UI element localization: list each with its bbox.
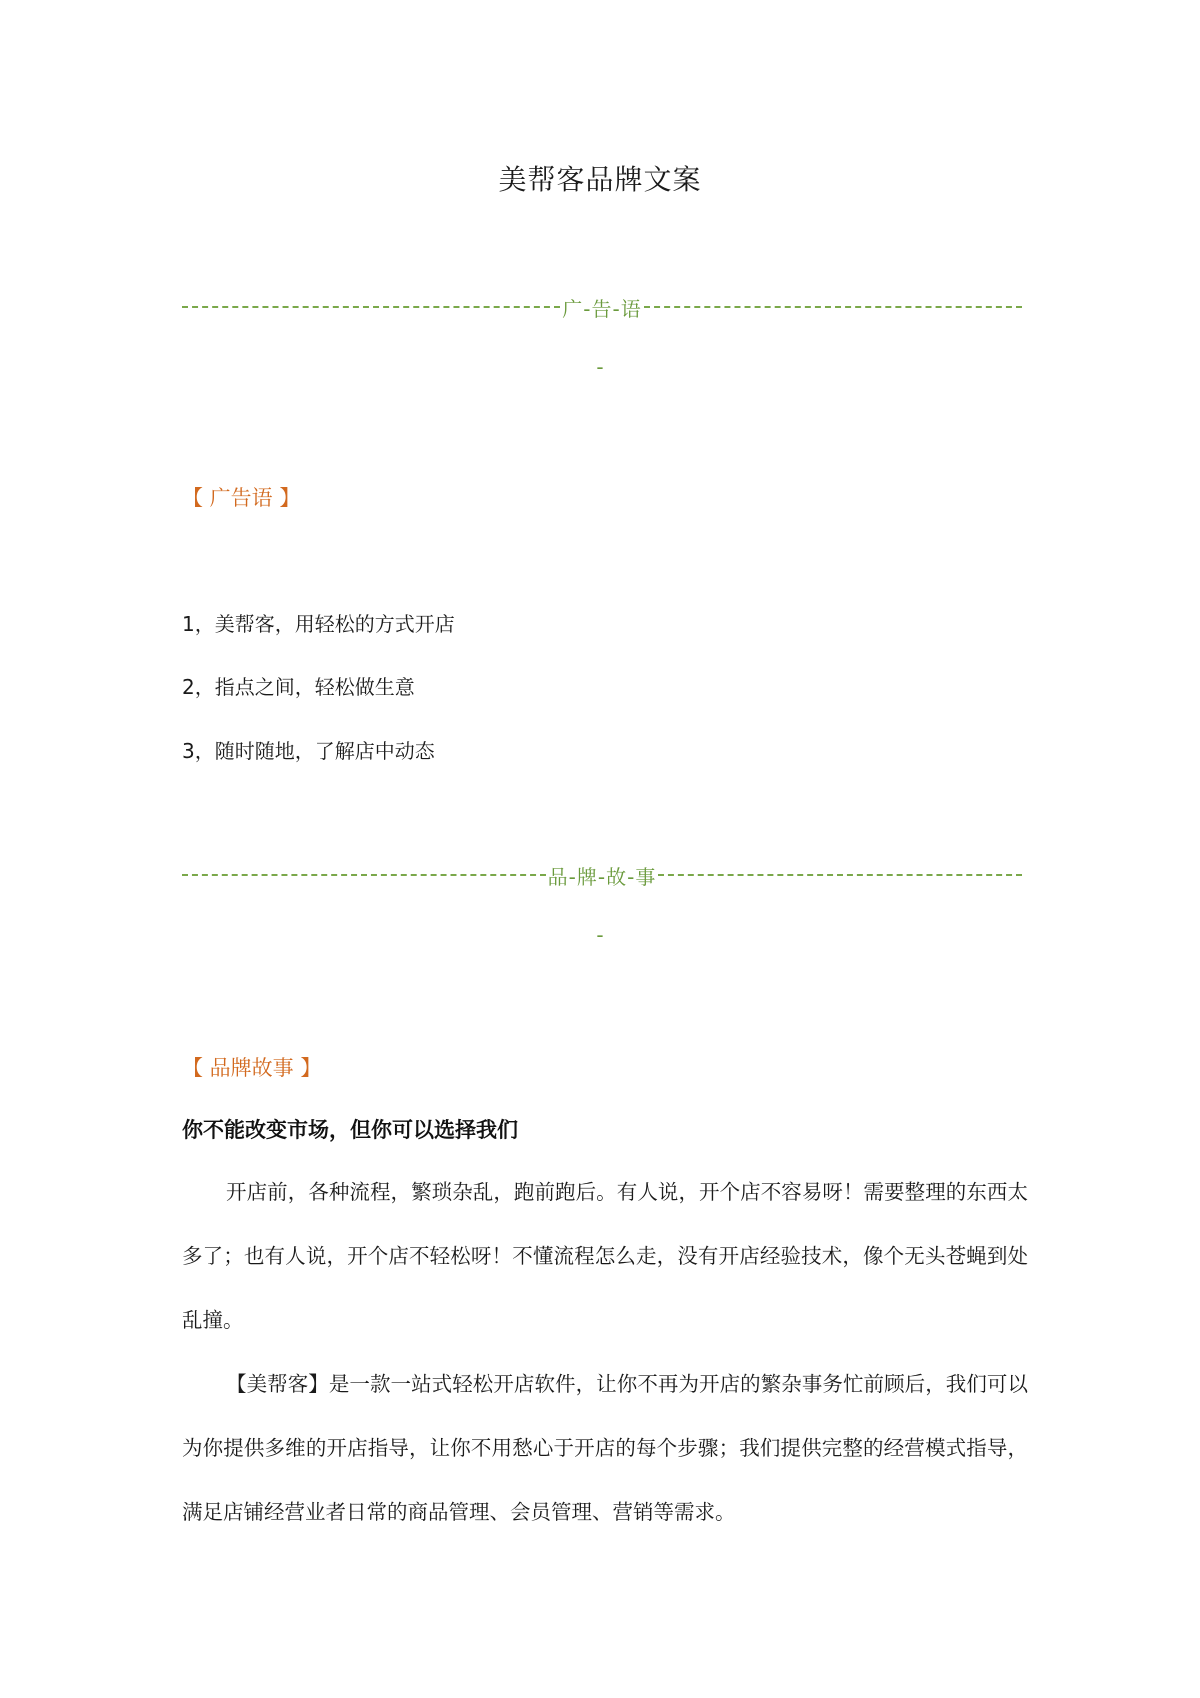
- divider-line-left: [182, 306, 560, 308]
- slogan-item: 2，指点之间，轻松做生意: [182, 675, 415, 699]
- section-heading-slogan: 【 广告语 】: [182, 486, 301, 510]
- section-divider-story: [182, 860, 1022, 890]
- divider-line-right: [658, 874, 1022, 876]
- divider-line-right: [644, 306, 1022, 308]
- story-paragraph: 【美帮客】是一款一站式轻松开店软件，让你不再为开店的繁杂事务忙前顾后，我们可以为你提供多维的开店指导，让你不用愁心于开店的每个步骤；我们提供完整的经营模式指导，满足店铺经营业者日常的商品管理、会员管理、营销等需求。: [182, 1372, 1028, 1524]
- divider-label: 品-牌-故-事: [547, 864, 657, 889]
- slogan-item: 1，美帮客，用轻松的方式开店: [182, 612, 455, 636]
- page-title: 美帮客品牌文案: [498, 163, 702, 196]
- story-subtitle: 你不能改变市场，但你可以选择我们: [182, 1118, 518, 1142]
- slogan-item: 3，随时随地，了解店中动态: [182, 739, 435, 763]
- divider-tail: -: [596, 355, 604, 379]
- divider-line-left: [182, 874, 546, 876]
- section-heading-story: 【 品牌故事 】: [182, 1056, 322, 1080]
- story-paragraph: 开店前，各种流程，繁琐杂乱，跑前跑后。有人说，开个店不容易呀！需要整理的东西太多了；也有人说，开个店不轻松呀！不懂流程怎么走，没有开店经验技术，像个无头苍蝇到处乱撞。: [182, 1180, 1028, 1332]
- section-divider-slogan: [182, 292, 1022, 322]
- divider-label: 广-告-语: [562, 296, 642, 321]
- divider-tail: -: [596, 923, 604, 947]
